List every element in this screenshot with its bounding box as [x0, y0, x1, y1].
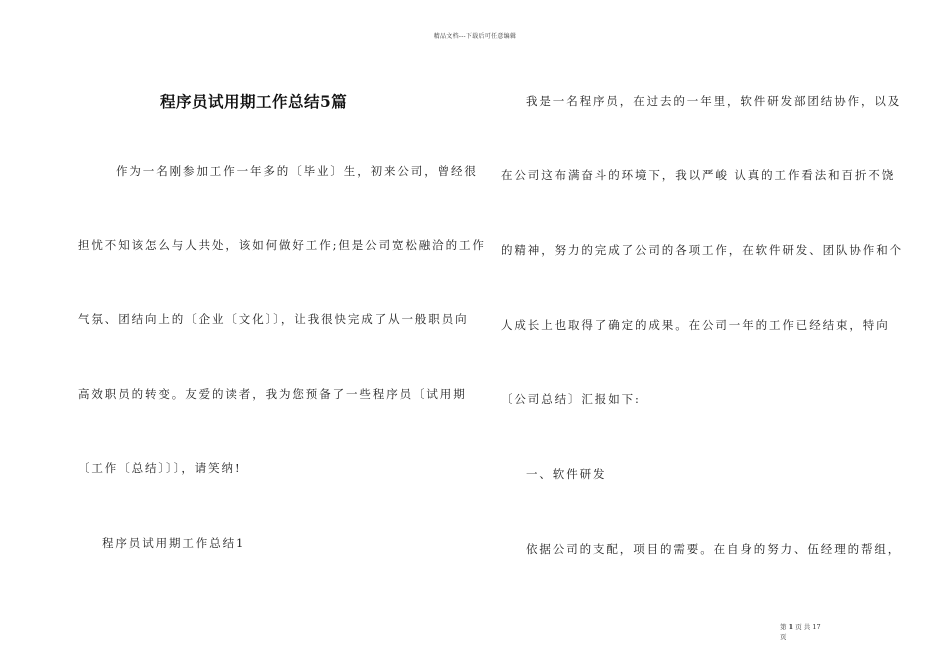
paragraph-line: 的精神，努力的完成了公司的各项工作，在软件研发、团队协作和个 [501, 243, 903, 257]
footer-suffix: 页 [780, 633, 787, 641]
footer-total-pages: 17 [812, 623, 821, 631]
paragraph-line: 担忧不知该怎么与人共处，该如何做好工作;但是公司宽松融洽的工作 [78, 238, 486, 252]
paragraph-line: 〔工作〔总结〕〕〕，请笑纳! [78, 461, 242, 475]
paragraph-line: 依据公司的支配，项目的需要。在自身的努力、伍经理的帮组， [526, 542, 902, 556]
paragraph-line: 人成长上也取得了确定的成果。在公司一年的工作已经结束，特向 [501, 318, 890, 332]
paragraph-line: 〔公司总结〕汇报如下: [501, 392, 641, 406]
paragraph-line: 我是一名程序员，在过去的一年里，软件研发部团结协作，以及 [526, 94, 902, 108]
header-note: 精品文档---下载后可任意编辑 [433, 33, 517, 40]
footer-page-number: 1 [788, 623, 794, 631]
footer-middle: 页 共 [795, 623, 811, 631]
section-heading: 一、软件研发 [526, 467, 607, 481]
footer-prefix: 第 [780, 623, 787, 631]
section-heading: 程序员试用期工作总结1 [102, 536, 246, 550]
paragraph-line: 高效职员的转变。友爱的读者，我为您预备了一些程序员〔试用期 [78, 387, 467, 401]
paragraph-line: 在公司这布满奋斗的环境下，我以严峻 认真的工作看法和百折不饶 [501, 168, 896, 182]
paragraph-line: 作为一名刚参加工作一年多的〔毕业〕生，初来公司，曾经很 [116, 164, 478, 178]
document-title: 程序员试用期工作总结5篇 [160, 92, 348, 111]
page-footer [780, 622, 840, 642]
paragraph-line: 气氛、团结向上的〔企业〔文化〕〕，让我很快完成了从一般职员向 [78, 312, 469, 326]
